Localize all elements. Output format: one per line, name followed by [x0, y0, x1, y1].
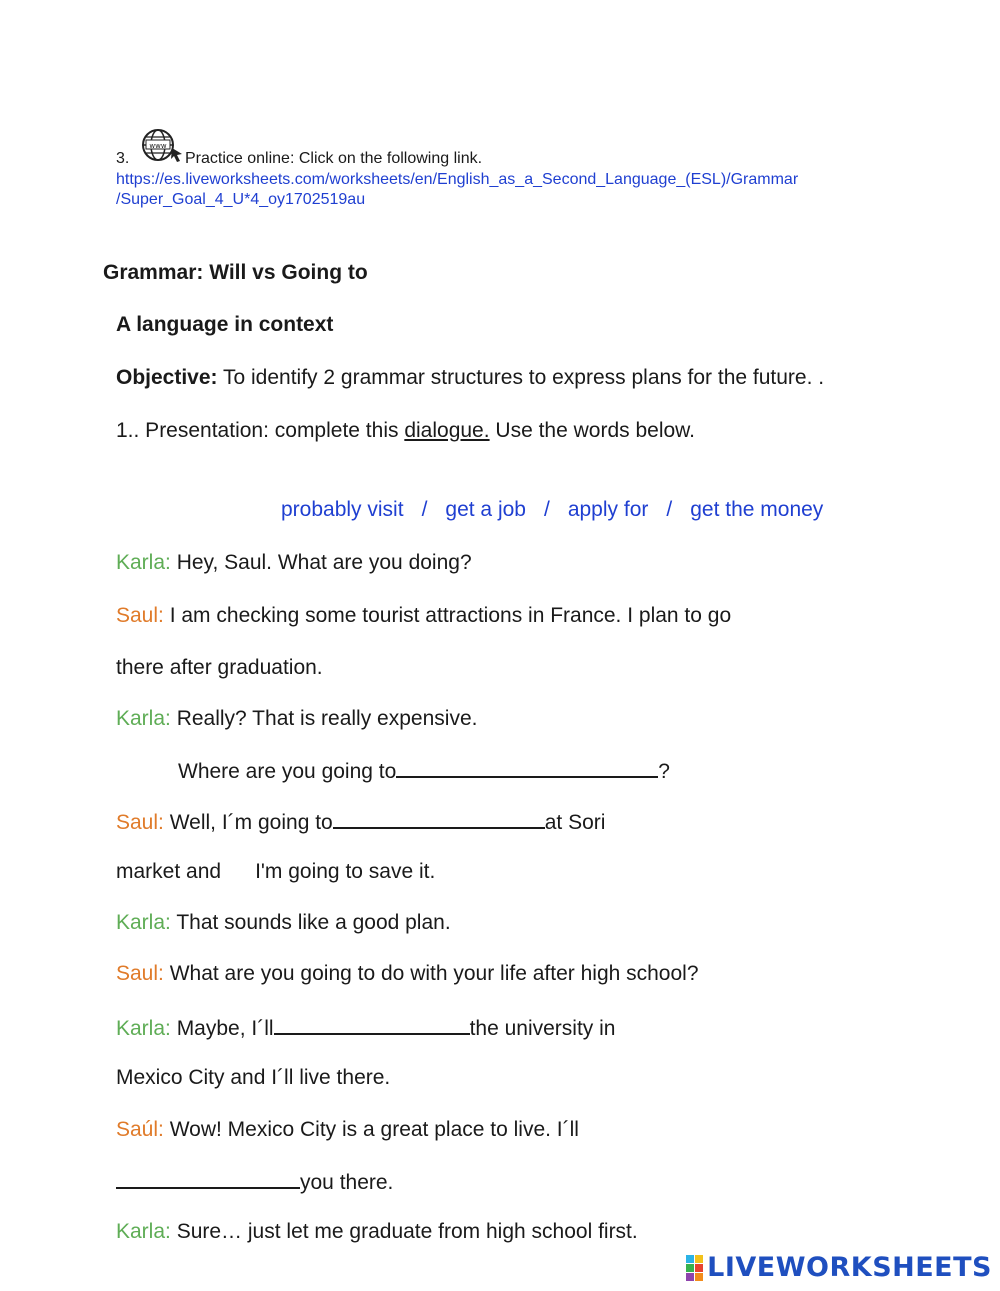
dialogue-line: there after graduation. — [116, 656, 323, 679]
instruction-suffix: Use the words below. — [489, 419, 696, 442]
objective-text: To identify 2 grammar structures to express plans for the future. . — [217, 366, 825, 389]
logo-text: LIVEWORKSHEETS — [707, 1252, 992, 1283]
speaker-saul: Saul: — [116, 604, 164, 627]
dialogue-text: Maybe, I´ll — [170, 1017, 274, 1040]
dialogue-text: That sounds like a good plan. — [170, 911, 451, 934]
dialogue-text: Where are you going to — [178, 760, 397, 783]
dialogue-line — [116, 1169, 393, 1195]
answer-blank-3[interactable] — [274, 1015, 470, 1035]
dialogue-text: at Sori — [544, 811, 606, 834]
speaker-karla: Karla: — [116, 551, 171, 574]
dialogue-line — [116, 551, 472, 575]
dialogue-line — [116, 1118, 579, 1142]
dialogue-text: Really? That is really expensive. — [170, 707, 478, 730]
dialogue-text: Well, I´m going to — [163, 811, 333, 834]
answer-blank-1[interactable] — [396, 758, 658, 778]
logo-blocks-icon — [686, 1255, 703, 1281]
dialogue-line — [116, 809, 605, 835]
speaker-karla: Karla: — [116, 707, 171, 730]
word-bank-item: probably visit — [281, 498, 404, 521]
word-bank-separator: / — [421, 498, 428, 521]
worksheet-link-line1[interactable]: https://es.liveworksheets.com/worksheets/en/English_as_a_Second_Language_(ESL)/Grammar — [116, 171, 799, 188]
dialogue-text: you there. — [300, 1171, 394, 1194]
dialogue-line — [178, 758, 670, 784]
word-bank-item: apply for — [567, 498, 649, 521]
answer-blank-2[interactable] — [333, 809, 545, 829]
dialogue-line — [116, 1015, 615, 1041]
dialogue-text: ? — [658, 760, 670, 783]
instruction — [116, 419, 695, 443]
dialogue-line — [116, 860, 435, 884]
practice-line — [116, 150, 129, 168]
speaker-karla: Karla: — [116, 1017, 171, 1040]
dialogue-line — [116, 604, 731, 628]
dialogue-text: I am checking some tourist attractions in France. I plan to go — [163, 604, 732, 627]
objective-label: Objective: — [116, 366, 218, 389]
dialogue-text: Wow! Mexico City is a great place to live. I´ll — [163, 1118, 579, 1141]
svg-text:www: www — [149, 142, 167, 150]
dialogue-line — [116, 1220, 638, 1244]
word-bank-separator: / — [666, 498, 673, 521]
dialogue-line — [116, 707, 477, 731]
worksheet-link-line2[interactable]: /Super_Goal_4_U*4_oy1702519au — [116, 191, 366, 208]
word-bank-item: get a job — [445, 498, 526, 521]
dialogue-line: Mexico City and I´ll live there. — [116, 1066, 391, 1089]
practice-text: Practice online: Click on the following link. — [185, 150, 483, 167]
word-bank — [281, 498, 823, 522]
dialogue-text: Hey, Saul. What are you doing? — [170, 551, 472, 574]
word-bank-separator: / — [543, 498, 550, 521]
answer-blank-4[interactable] — [116, 1169, 300, 1189]
dialogue-text: I'm going to save it. — [255, 860, 436, 883]
liveworksheets-logo[interactable] — [686, 1252, 992, 1283]
objective — [116, 366, 824, 390]
speaker-saul: Saul: — [116, 962, 164, 985]
speaker-karla: Karla: — [116, 1220, 171, 1243]
dialogue-text: market and — [116, 860, 222, 883]
word-bank-item: get the money — [690, 498, 824, 521]
dialogue-text: Sure… just let me graduate from high school first. — [170, 1220, 638, 1243]
speaker-saul: Saul: — [116, 811, 164, 834]
section-subheading: A language in context — [116, 313, 334, 336]
speaker-karla: Karla: — [116, 911, 171, 934]
globe-www-icon[interactable] — [140, 128, 184, 164]
dialogue-line — [116, 911, 451, 935]
instruction-prefix: 1.. Presentation: complete this — [116, 419, 405, 442]
practice-number: 3. — [116, 150, 130, 167]
page-title: Grammar: Will vs Going to — [103, 261, 368, 284]
dialogue-text: What are you going to do with your life after high school? — [163, 962, 699, 985]
dialogue-text: the university in — [469, 1017, 616, 1040]
speaker-saul: Saúl: — [116, 1118, 164, 1141]
worksheet-link[interactable] — [116, 171, 798, 209]
dialogue-line — [116, 962, 699, 986]
instruction-underlined: dialogue. — [404, 419, 490, 442]
